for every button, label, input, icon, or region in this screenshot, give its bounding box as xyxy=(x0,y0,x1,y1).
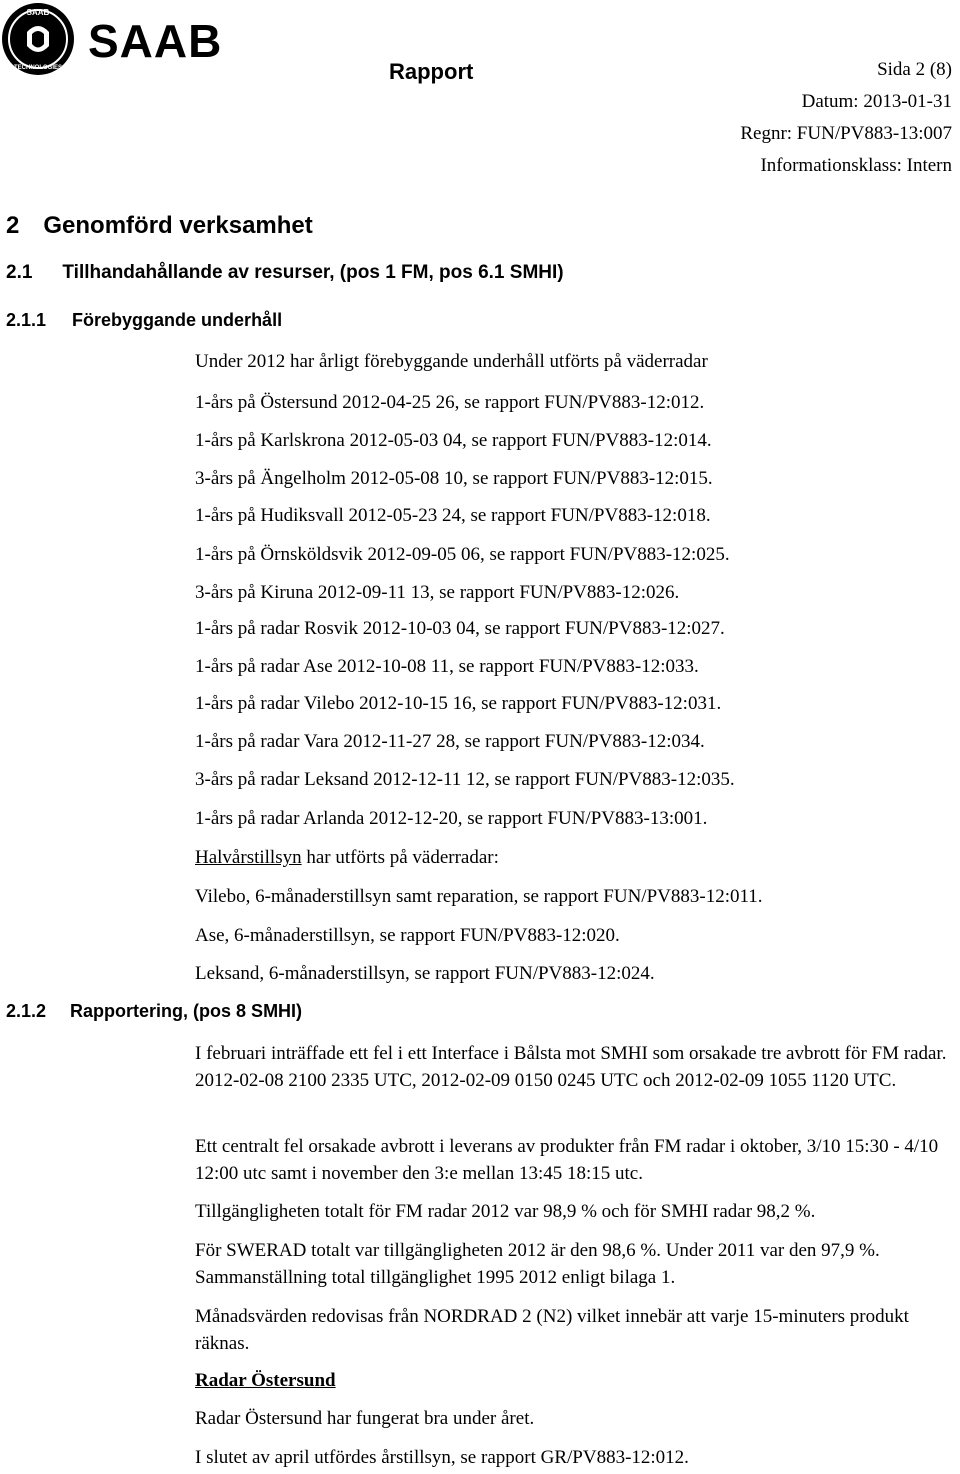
half-year-label: Halvårstillsyn xyxy=(195,847,302,868)
reporting-paragraph: Månadsvärden redovisas från NORDRAD 2 (N2) vilket innebär att varje 15-minuters produkt räknas. xyxy=(195,1306,909,1354)
information-class: Informationsklass: Intern xyxy=(760,155,952,176)
subsection-number: 2.1 xyxy=(6,262,33,283)
page-number: Sida 2 (8) xyxy=(877,59,952,80)
reporting-paragraph: I februari inträffade ett fel i ett Interface i Bålsta mot SMHI som orsakade tre avbrott för FM radar. 2012-02-08 2100 2335 UTC, 2012-02-09 0150 0245 UTC och 2012-02-09 1055 1120 UTC. xyxy=(195,1043,947,1091)
half-year-item: Leksand, 6-månaderstillsyn, se rapport FUN/PV883-12:024. xyxy=(195,963,655,984)
maintenance-item: 3-års på Kiruna 2012-09-11 13, se rapport FUN/PV883-12:026. xyxy=(195,582,680,603)
svg-text:TECHNOLOGIES: TECHNOLOGIES xyxy=(13,65,63,71)
subsection-title: Tillhandahållande av resurser, (pos 1 FM, pos 6.1 SMHI) xyxy=(62,262,564,283)
maintenance-item: 1-års på Örnsköldsvik 2012-09-05 06, se rapport FUN/PV883-12:025. xyxy=(195,544,730,565)
maintenance-item: 1-års på radar Rosvik 2012-10-03 04, se rapport FUN/PV883-12:027. xyxy=(195,618,725,639)
saab-badge-logo xyxy=(1,2,75,76)
radar-ostersund-heading: Radar Östersund xyxy=(195,1370,336,1391)
maintenance-item: 1-års på radar Ase 2012-10-08 11, se rapport FUN/PV883-12:033. xyxy=(195,656,699,677)
svg-text:SAAB: SAAB xyxy=(26,8,50,17)
maintenance-item: 3-års på Ängelholm 2012-05-08 10, se rapport FUN/PV883-12:015. xyxy=(195,468,713,489)
maintenance-item: 1-års på radar Arlanda 2012-12-20, se rapport FUN/PV883-13:001. xyxy=(195,808,708,829)
document-date: Datum: 2013-01-31 xyxy=(801,91,952,112)
preventive-number: 2.1.1 xyxy=(6,310,47,330)
maintenance-item: 1-års på Karlskrona 2012-05-03 04, se rapport FUN/PV883-12:014. xyxy=(195,430,712,451)
section-number: 2 xyxy=(6,212,20,239)
half-year-intro xyxy=(195,847,499,869)
reporting-title: Rapportering, (pos 8 SMHI) xyxy=(70,1001,303,1021)
section-heading xyxy=(6,212,313,240)
reporting-paragraph: Ett centralt fel orsakade avbrott i leverans av produkter från FM radar i oktober, 3/10 15:30 - 4/10 12:00 utc samt i november den 3:e mellan 13:45 18:15 utc. xyxy=(195,1136,939,1184)
radar-status-line: I slutet av april utfördes årstillsyn, se rapport GR/PV883-12:012. xyxy=(195,1447,689,1468)
saab-wordmark-logo: SAAB xyxy=(88,15,223,67)
radar-status-line: Radar Östersund har fungerat bra under året. xyxy=(195,1408,535,1429)
maintenance-item: 1-års på radar Vara 2012-11-27 28, se rapport FUN/PV883-12:034. xyxy=(195,731,705,752)
half-year-item: Vilebo, 6-månaderstillsyn samt reparation, se rapport FUN/PV883-12:011. xyxy=(195,886,763,907)
maintenance-item: 1-års på radar Vilebo 2012-10-15 16, se rapport FUN/PV883-12:031. xyxy=(195,693,722,714)
subsection-heading xyxy=(6,262,564,284)
registration-number: Regnr: FUN/PV883-13:007 xyxy=(740,123,952,144)
half-year-rest: har utförts på väderradar: xyxy=(301,847,499,868)
preventive-intro: Under 2012 har årligt förebyggande underhåll utförts på väderradar xyxy=(195,351,708,372)
reporting-heading xyxy=(6,1001,302,1022)
maintenance-item: 1-års på Hudiksvall 2012-05-23 24, se rapport FUN/PV883-12:018. xyxy=(195,505,711,526)
half-year-item: Ase, 6-månaderstillsyn, se rapport FUN/PV883-12:020. xyxy=(195,925,620,946)
reporting-paragraph: För SWERAD totalt var tillgängligheten 2012 är den 98,6 %. Under 2011 var den 97,9 %. Sammanställning total tillgänglighet 1995 2012 enligt bilaga 1. xyxy=(195,1240,880,1288)
reporting-paragraph: Tillgängligheten totalt för FM radar 2012 var 98,9 % och för SMHI radar 98,2 %. xyxy=(195,1201,816,1222)
section-title: Genomförd verksamhet xyxy=(43,212,313,239)
preventive-title: Förebyggande underhåll xyxy=(72,310,283,330)
document-title: Rapport xyxy=(389,59,474,84)
preventive-heading xyxy=(6,310,282,331)
maintenance-item: 1-års på Östersund 2012-04-25 26, se rapport FUN/PV883-12:012. xyxy=(195,392,705,413)
reporting-number: 2.1.2 xyxy=(6,1001,47,1021)
maintenance-item: 3-års på radar Leksand 2012-12-11 12, se rapport FUN/PV883-12:035. xyxy=(195,769,735,790)
